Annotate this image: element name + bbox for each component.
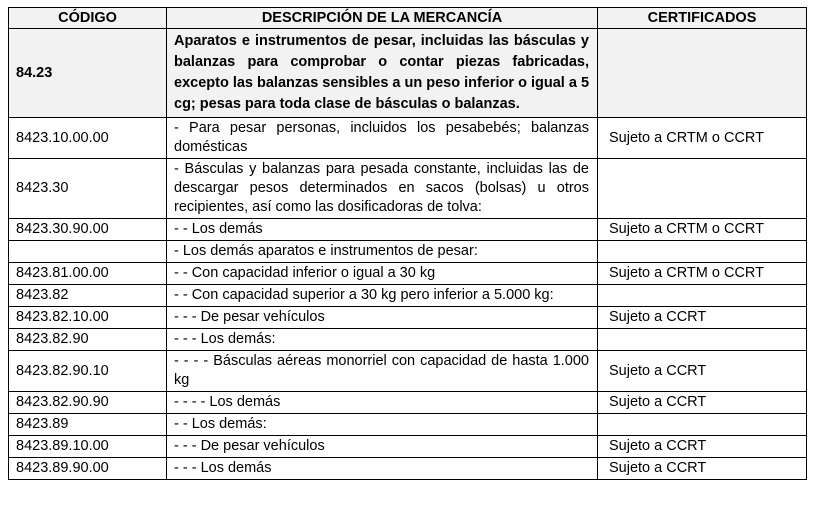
- row-certificate: Sujeto a CRTM o CCRT: [598, 219, 807, 241]
- table-row: [9, 263, 807, 285]
- row-code: [9, 241, 167, 263]
- row-certificate: Sujeto a CRTM o CCRT: [598, 263, 807, 285]
- row-code: 8423.81.00.00: [9, 263, 167, 285]
- table-row: [9, 307, 807, 329]
- header-row: [9, 8, 807, 29]
- row-code: 8423.30: [9, 159, 167, 219]
- row-description: - - - De pesar vehículos: [167, 436, 598, 458]
- row-code: 8423.82: [9, 285, 167, 307]
- row-certificate: [598, 414, 807, 436]
- row-code: 8423.89.90.00: [9, 458, 167, 480]
- row-code: 8423.82.90.90: [9, 392, 167, 414]
- row-certificate: Sujeto a CCRT: [598, 392, 807, 414]
- row-certificate: Sujeto a CRTM o CCRT: [598, 118, 807, 159]
- row-description: - - Los demás: [167, 219, 598, 241]
- table-row: [9, 219, 807, 241]
- row-certificate: [598, 329, 807, 351]
- row-certificate: Sujeto a CCRT: [598, 307, 807, 329]
- table-row: [9, 118, 807, 159]
- row-description: - Básculas y balanzas para pesada constante, incluidas las de descargar pesos determinados en sacos (bolsas) u otros recipientes, así como las dosificadoras de tolva:: [167, 159, 598, 219]
- row-description: - - - - Los demás: [167, 392, 598, 414]
- row-description: - - Con capacidad inferior o igual a 30 kg: [167, 263, 598, 285]
- table-row: [9, 392, 807, 414]
- row-certificate: Sujeto a CCRT: [598, 458, 807, 480]
- row-code: 8423.30.90.00: [9, 219, 167, 241]
- row-description: - - - - Básculas aéreas monorriel con capacidad de hasta 1.000 kg: [167, 351, 598, 392]
- table-row: [9, 414, 807, 436]
- row-certificate: [598, 241, 807, 263]
- row-description: - Para pesar personas, incluidos los pesabebés; balanzas domésticas: [167, 118, 598, 159]
- table-row: [9, 436, 807, 458]
- row-certificate: Sujeto a CCRT: [598, 436, 807, 458]
- row-description: - - Con capacidad superior a 30 kg pero inferior a 5.000 kg:: [167, 285, 598, 307]
- heading-code: 84.23: [9, 29, 167, 118]
- heading-certificate: [598, 29, 807, 118]
- row-certificate: [598, 159, 807, 219]
- row-description: - - - De pesar vehículos: [167, 307, 598, 329]
- column-header-code: CÓDIGO: [9, 8, 167, 29]
- row-code: 8423.10.00.00: [9, 118, 167, 159]
- row-description: - - - Los demás:: [167, 329, 598, 351]
- table-row: [9, 285, 807, 307]
- column-header-description: DESCRIPCIÓN DE LA MERCANCÍA: [167, 8, 598, 29]
- row-code: 8423.82.10.00: [9, 307, 167, 329]
- heading-description: Aparatos e instrumentos de pesar, incluidas las básculas y balanzas para comprobar o contar piezas fabricadas, excepto las balanzas sensibles a un peso inferior o igual a 5 cg; pesas para toda clase de básculas o balanzas.: [167, 29, 598, 118]
- tariff-table: [8, 7, 807, 480]
- table-row: [9, 159, 807, 219]
- row-description: - Los demás aparatos e instrumentos de pesar:: [167, 241, 598, 263]
- column-header-certificates: CERTIFICADOS: [598, 8, 807, 29]
- row-code: 8423.89.10.00: [9, 436, 167, 458]
- row-certificate: [598, 285, 807, 307]
- row-code: 8423.89: [9, 414, 167, 436]
- table-row: [9, 241, 807, 263]
- heading-row: [9, 29, 807, 118]
- table-row: [9, 458, 807, 480]
- row-description: - - - Los demás: [167, 458, 598, 480]
- table-row: [9, 351, 807, 392]
- row-code: 8423.82.90: [9, 329, 167, 351]
- row-code: 8423.82.90.10: [9, 351, 167, 392]
- row-certificate: Sujeto a CCRT: [598, 351, 807, 392]
- row-description: - - Los demás:: [167, 414, 598, 436]
- table-row: [9, 329, 807, 351]
